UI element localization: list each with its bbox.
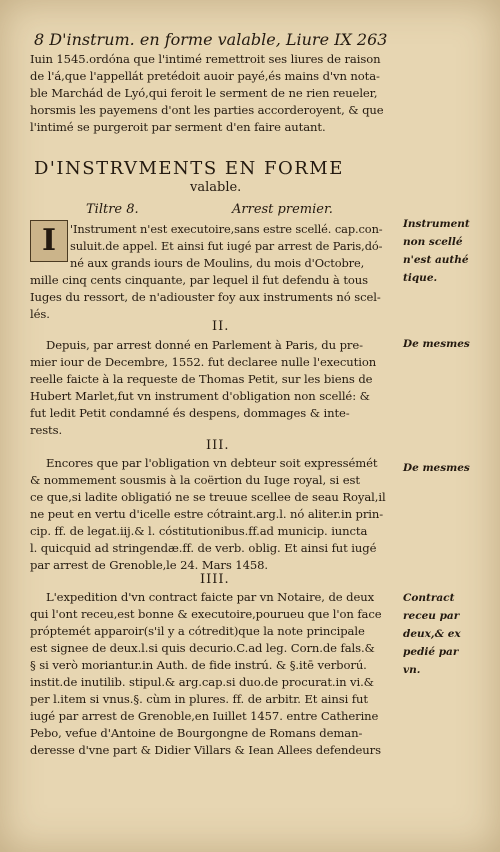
text-line: Depuis, par arrest donné en Parlement à Paris, du pre- <box>46 338 363 352</box>
arrest-heading: Arrest premier. <box>232 202 333 217</box>
text-line: 'Instrument n'est executoire,sans estre scellé. cap.con- <box>70 222 383 236</box>
margin-line: vn. <box>403 664 421 676</box>
text-line: l'intimé se purgeroit par serment d'en faire autant. <box>30 120 326 134</box>
text-line: deresse d'vne part & Didier Villars & Iean Allees defendeurs <box>30 743 381 757</box>
section-number-4: IIII. <box>200 572 230 587</box>
text-line: né aux grands iours de Moulins, du mois d'Octobre, <box>70 256 365 270</box>
drop-capital-letter: I <box>41 223 57 258</box>
margin-line: Instrument <box>403 218 470 230</box>
text-line: Iuges du ressort, de n'adiouster foy aux instruments nó scel- <box>30 290 381 304</box>
text-line: Encores que par l'obligation vn debteur soit expressémét <box>46 456 378 470</box>
section-title: D'INSTRVMENTS EN FORME <box>34 158 344 179</box>
text-line: suluit.de appel. Et ainsi fut iugé par arrest de Paris,dó- <box>70 239 383 253</box>
running-header: 8 D'instrum. en forme valable, Liure IX 263 <box>34 30 388 49</box>
text-line: horsmis les payemens d'ont les parties accorderoyent, & que <box>30 103 384 117</box>
text-line: de l'á,que l'appellát pretédoit auoir payé,és mains d'vn nota- <box>30 69 380 83</box>
margin-line: Contract <box>403 592 455 604</box>
text-line: ce que,si ladite obligatió ne se treuue scellee de seau Royal,il <box>30 490 386 504</box>
margin-line: non scellé <box>403 236 463 248</box>
margin-line: deux,& ex <box>403 628 461 640</box>
margin-line: n'est authé <box>403 254 469 266</box>
margin-line: receu par <box>403 610 460 622</box>
text-line: mier iour de Decembre, 1552. fut declaree nulle l'execution <box>30 355 377 369</box>
text-line: mille cinq cents cinquante, par lequel il fut defendu à tous <box>30 273 368 287</box>
margin-line: tique. <box>403 272 438 284</box>
text-line: rests. <box>30 423 63 437</box>
text-line: cip. ff. de legat.iij.& l. cóstitutionibus.ff.ad municip. iuncta <box>30 524 368 538</box>
text-line: Hubert Marlet,fut vn instrument d'obligation non scellé: & <box>30 389 370 403</box>
text-line: fut ledit Petit condamné és despens, dommages & inte- <box>30 406 350 420</box>
text-line: & nommement sousmis à la coërtion du Iuge royal, si est <box>30 473 360 487</box>
text-line: est signee de deux.l.si quis decurio.C.ad leg. Corn.de fals.& <box>30 641 375 655</box>
text-line: Pebo, vefue d'Antoine de Bourgongne de Romans deman- <box>30 726 363 740</box>
drop-capital <box>30 220 68 262</box>
section-title-continued: valable. <box>190 180 242 195</box>
text-line: ne peut en vertu d'icelle estre cótraint.arg.l. nó aliter.in prin- <box>30 507 384 521</box>
text-line: per l.item si vnus.§. cùm in plures. ff. de arbitr. Et ainsi fut <box>30 692 368 706</box>
section-number-2: II. <box>212 319 230 334</box>
text-line: iugé par arrest de Grenoble,en Iuillet 1457. entre Catherine <box>30 709 379 723</box>
text-line: próptemét apparoir(s'il y a cótredit)que la note principale <box>30 624 365 638</box>
text-line: reelle faicte à la requeste de Thomas Petit, sur les biens de <box>30 372 373 386</box>
text-line: Iuin 1545.ordóna que l'intimé remettroit ses liures de raison <box>30 52 381 66</box>
section-number-3: III. <box>206 438 230 453</box>
text-line: l. quicquid ad stringendæ.ff. de verb. oblig. Et ainsi fut iugé <box>30 541 377 555</box>
text-line: ble Marchád de Lyó,qui feroit le serment de ne rien reueler, <box>30 86 378 100</box>
title-number: Tiltre 8. <box>86 202 139 217</box>
text-line: qui l'ont receu,est bonne & executoire,pourueu que l'on face <box>30 607 382 621</box>
margin-note-2: De mesmes <box>403 338 470 350</box>
margin-line: pedié par <box>403 646 459 658</box>
text-line: lés. <box>30 307 50 321</box>
text-line: par arrest de Grenoble,le 24. Mars 1458. <box>30 558 268 572</box>
margin-note-3: De mesmes <box>403 462 470 474</box>
text-line: L'expedition d'vn contract faicte par vn Notaire, de deux <box>46 590 375 604</box>
text-line: instit.de inutilib. stipul.& arg.cap.si duo.de procurat.in vi.& <box>30 675 374 689</box>
text-line: § si verò moriantur.in Auth. de fide instrú. & §.itē verború. <box>30 658 367 672</box>
